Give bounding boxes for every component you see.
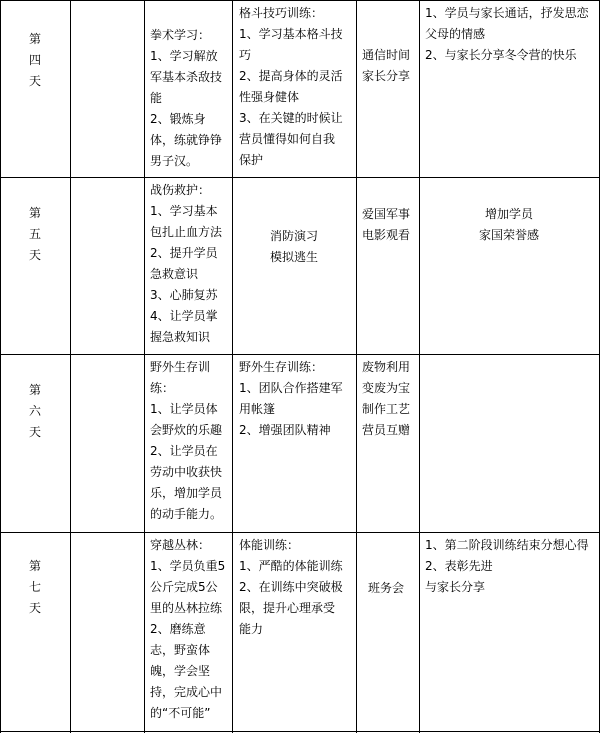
evening-activity: 通信时间 家长分享 [362, 48, 411, 83]
column-divider [0, 0, 1, 733]
notes: 增加学员 家国荣誉感 [478, 207, 539, 242]
day-label: 第 七 天 [28, 559, 41, 615]
day-label: 第 六 天 [28, 383, 41, 439]
column-divider [356, 0, 357, 733]
day-label: 第 四 天 [28, 32, 41, 88]
row-divider [0, 177, 600, 178]
morning-activity: 拳术学习： 1、学习解放 军基本杀敌技 能 2、锻炼身 体，练就铮铮 男子汉。 [150, 28, 223, 168]
notes: 1、第二阶段训练结束分想心得 2、表彰先进 与家长分享 [425, 538, 589, 594]
evening-activity: 废物利用 变废为宝 制作工艺 营员互赠 [362, 360, 411, 437]
afternoon-activity: 格斗技巧训练： 1、学习基本格斗技 巧 2、提高身体的灵活 性强身健体 3、在关键的时候让 营员懂得如何自我 保护 [239, 6, 343, 167]
evening-activity: 班务会 [368, 581, 405, 595]
column-divider [232, 0, 233, 733]
afternoon-activity: 体能训练： 1、严酷的体能训练 2、在训练中突破极 限，提升心理承受 能力 [239, 538, 343, 636]
row-divider [0, 731, 600, 732]
column-divider [144, 0, 145, 733]
column-divider [70, 0, 71, 733]
row-divider [0, 0, 600, 1]
day-label: 第 五 天 [28, 206, 41, 262]
row-divider [0, 354, 600, 355]
morning-activity: 野外生存训 练： 1、让学员体 会野炊的乐趣 2、让学员在 劳动中收获快 乐，增加学员 的动手能力。 [150, 360, 223, 521]
notes: 1、学员与家长通话，抒发思恋 父母的情感 2、与家长分享冬令营的快乐 [425, 6, 589, 62]
afternoon-activity: 野外生存训练： 1、团队合作搭建军 用帐篷 2、增强团队精神 [239, 360, 343, 437]
row-divider [0, 532, 600, 533]
morning-activity: 战伤救护： 1、学习基本 包扎止血方法 2、提升学员 急救意识 3、心肺复苏 4、让学员掌 握急救知识 [150, 183, 223, 344]
evening-activity: 爱国军事 电影观看 [362, 207, 411, 242]
morning-activity: 穿越丛林： 1、学员负重5 公斤完成5公 里的丛林拉练 2、磨练意 志，野蛮体 魄，学会坚 持，完成心中 的“不可能” [150, 538, 226, 720]
afternoon-activity: 消防演习 模拟逃生 [269, 229, 318, 264]
column-divider [419, 0, 420, 733]
